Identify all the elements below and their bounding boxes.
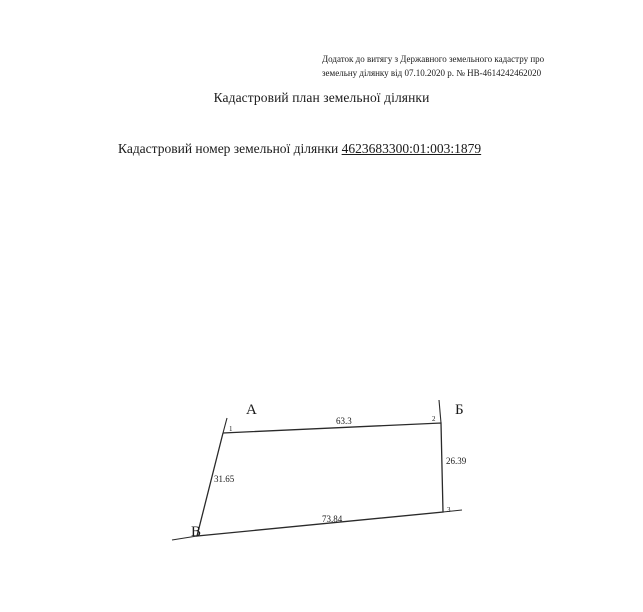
appendix-line-1: Додаток до витягу з Державного земельного кадастру про (322, 54, 545, 64)
bottom-extension-right (443, 510, 462, 512)
cadastral-number-label: Кадастровий номер земельної ділянки (118, 141, 339, 156)
corner-b-tick (439, 400, 441, 423)
corner-label-a: А (246, 402, 257, 418)
point-number-2: 2 (432, 415, 436, 423)
appendix-line-2: земельну ділянку від 07.10.2020 р. № НВ-4614242462020 (322, 68, 542, 78)
corner-a-tick (223, 418, 227, 433)
document-title: Кадастровий план земельної ділянки (213, 90, 430, 105)
corner-label-b: Б (455, 402, 464, 418)
side-length-bottom: 73.84 (322, 514, 343, 524)
side-length-right: 26.39 (446, 456, 467, 466)
corner-label-v: В (191, 524, 202, 540)
point-number-1: 1 (229, 425, 233, 433)
side-length-top: 63.3 (336, 416, 352, 426)
point-number-3: 3 (447, 506, 451, 514)
cadastral-number-value: 4623683300:01:003:1879 (341, 141, 482, 156)
side-length-left: 31.65 (214, 474, 235, 484)
